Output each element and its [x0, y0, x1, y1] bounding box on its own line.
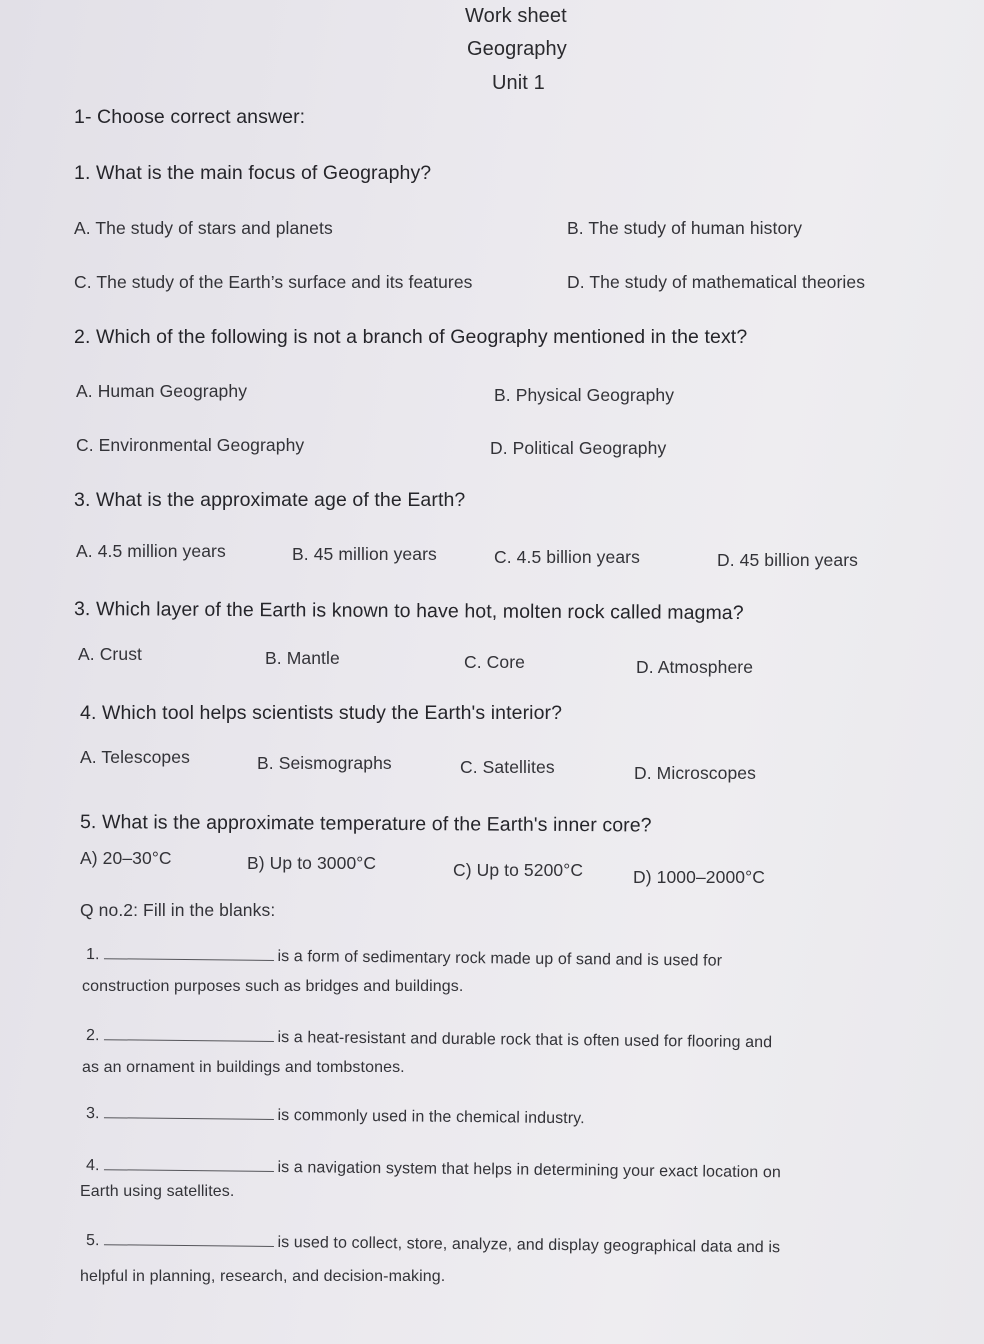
fill-item-4-continuation: Earth using satellites.	[80, 1183, 235, 1200]
fill-blank-5[interactable]	[104, 1230, 274, 1247]
fill-item-1-number: 1.	[85, 946, 100, 964]
fill-item-4-text: is a navigation system that helps in determining your exact location on	[277, 1159, 781, 1182]
fill-item-4-number: 4.	[85, 1157, 100, 1175]
subject-title: Geography	[467, 38, 567, 60]
q3-option-d: D. 45 billion years	[717, 550, 858, 570]
question-1: 1. What is the main focus of Geography?	[74, 162, 432, 184]
q3-option-a: A. 4.5 million years	[76, 541, 226, 561]
q2-option-d: D. Political Geography	[490, 438, 667, 458]
fill-item-2-number: 2.	[85, 1027, 100, 1045]
unit-title: Unit 1	[492, 72, 545, 94]
q1-option-d: D. The study of mathematical theories	[567, 272, 866, 292]
q5-option-d: D) 1000–2000°C	[633, 867, 765, 887]
fill-item-3	[86, 1103, 585, 1130]
fill-item-5	[86, 1230, 780, 1259]
q4-option-d: D. Microscopes	[634, 763, 756, 783]
fill-item-1-text: is a form of sedimentary rock made up of sand and is used for	[277, 948, 723, 970]
q3-option-c: C. 4.5 billion years	[494, 547, 640, 567]
q1-option-c: C. The study of the Earth’s surface and its features	[74, 272, 473, 292]
fill-item-1-continuation: construction purposes such as bridges and buildings.	[82, 978, 464, 995]
q2-option-a: A. Human Geography	[76, 381, 248, 401]
fill-blank-2[interactable]	[104, 1025, 274, 1042]
fill-item-1	[86, 944, 722, 973]
question-3b: 3. Which layer of the Earth is known to have hot, molten rock called magma?	[73, 598, 744, 625]
fill-item-3-number: 3.	[85, 1105, 100, 1123]
section1-heading: 1- Choose correct answer:	[74, 106, 306, 128]
question-5: 5. What is the approximate temperature of the Earth's inner core?	[79, 811, 652, 837]
q5-option-a: A) 20–30°C	[80, 848, 172, 868]
q3b-option-d: D. Atmosphere	[636, 657, 754, 677]
q3-option-b: B. 45 million years	[292, 544, 437, 564]
q5-option-b: B) Up to 3000°C	[247, 853, 377, 873]
fill-item-5-text: is used to collect, store, analyze, and display geographical data and is	[277, 1234, 781, 1257]
q2-option-c: C. Environmental Geography	[76, 435, 305, 455]
q3b-option-b: B. Mantle	[265, 648, 340, 668]
q1-option-b: B. The study of human history	[567, 218, 803, 238]
question-2: 2. Which of the following is not a branch of Geography mentioned in the text?	[74, 326, 748, 348]
fill-item-3-text: is commonly used in the chemical industry.	[277, 1107, 585, 1128]
q5-option-c: C) Up to 5200°C	[453, 860, 584, 880]
fill-item-4	[86, 1155, 781, 1184]
question-3: 3. What is the approximate age of the Earth?	[74, 489, 466, 511]
fill-item-5-number: 5.	[85, 1232, 100, 1250]
q1-option-a: A. The study of stars and planets	[74, 218, 333, 238]
q2-option-b: B. Physical Geography	[494, 385, 675, 405]
fill-item-2-text: is a heat-resistant and durable rock that is often used for flooring and	[277, 1029, 773, 1052]
fill-item-5-continuation: helpful in planning, research, and decision-making.	[80, 1268, 446, 1285]
fill-blank-4[interactable]	[104, 1155, 274, 1172]
q3b-option-c: C. Core	[464, 652, 525, 672]
q4-option-b: B. Seismographs	[257, 753, 392, 773]
fill-blank-1[interactable]	[104, 944, 274, 961]
q3b-option-a: A. Crust	[78, 644, 143, 664]
q4-option-c: C. Satellites	[460, 757, 555, 777]
fill-blank-3[interactable]	[104, 1103, 274, 1120]
worksheet-title: Work sheet	[465, 5, 567, 27]
section2-heading: Q no.2: Fill in the blanks:	[80, 900, 276, 920]
q4-option-a: A. Telescopes	[80, 747, 190, 767]
fill-item-2	[86, 1025, 772, 1054]
question-4: 4. Which tool helps scientists study the Earth's interior?	[80, 702, 563, 724]
fill-item-2-continuation: as an ornament in buildings and tombstones.	[82, 1059, 405, 1076]
